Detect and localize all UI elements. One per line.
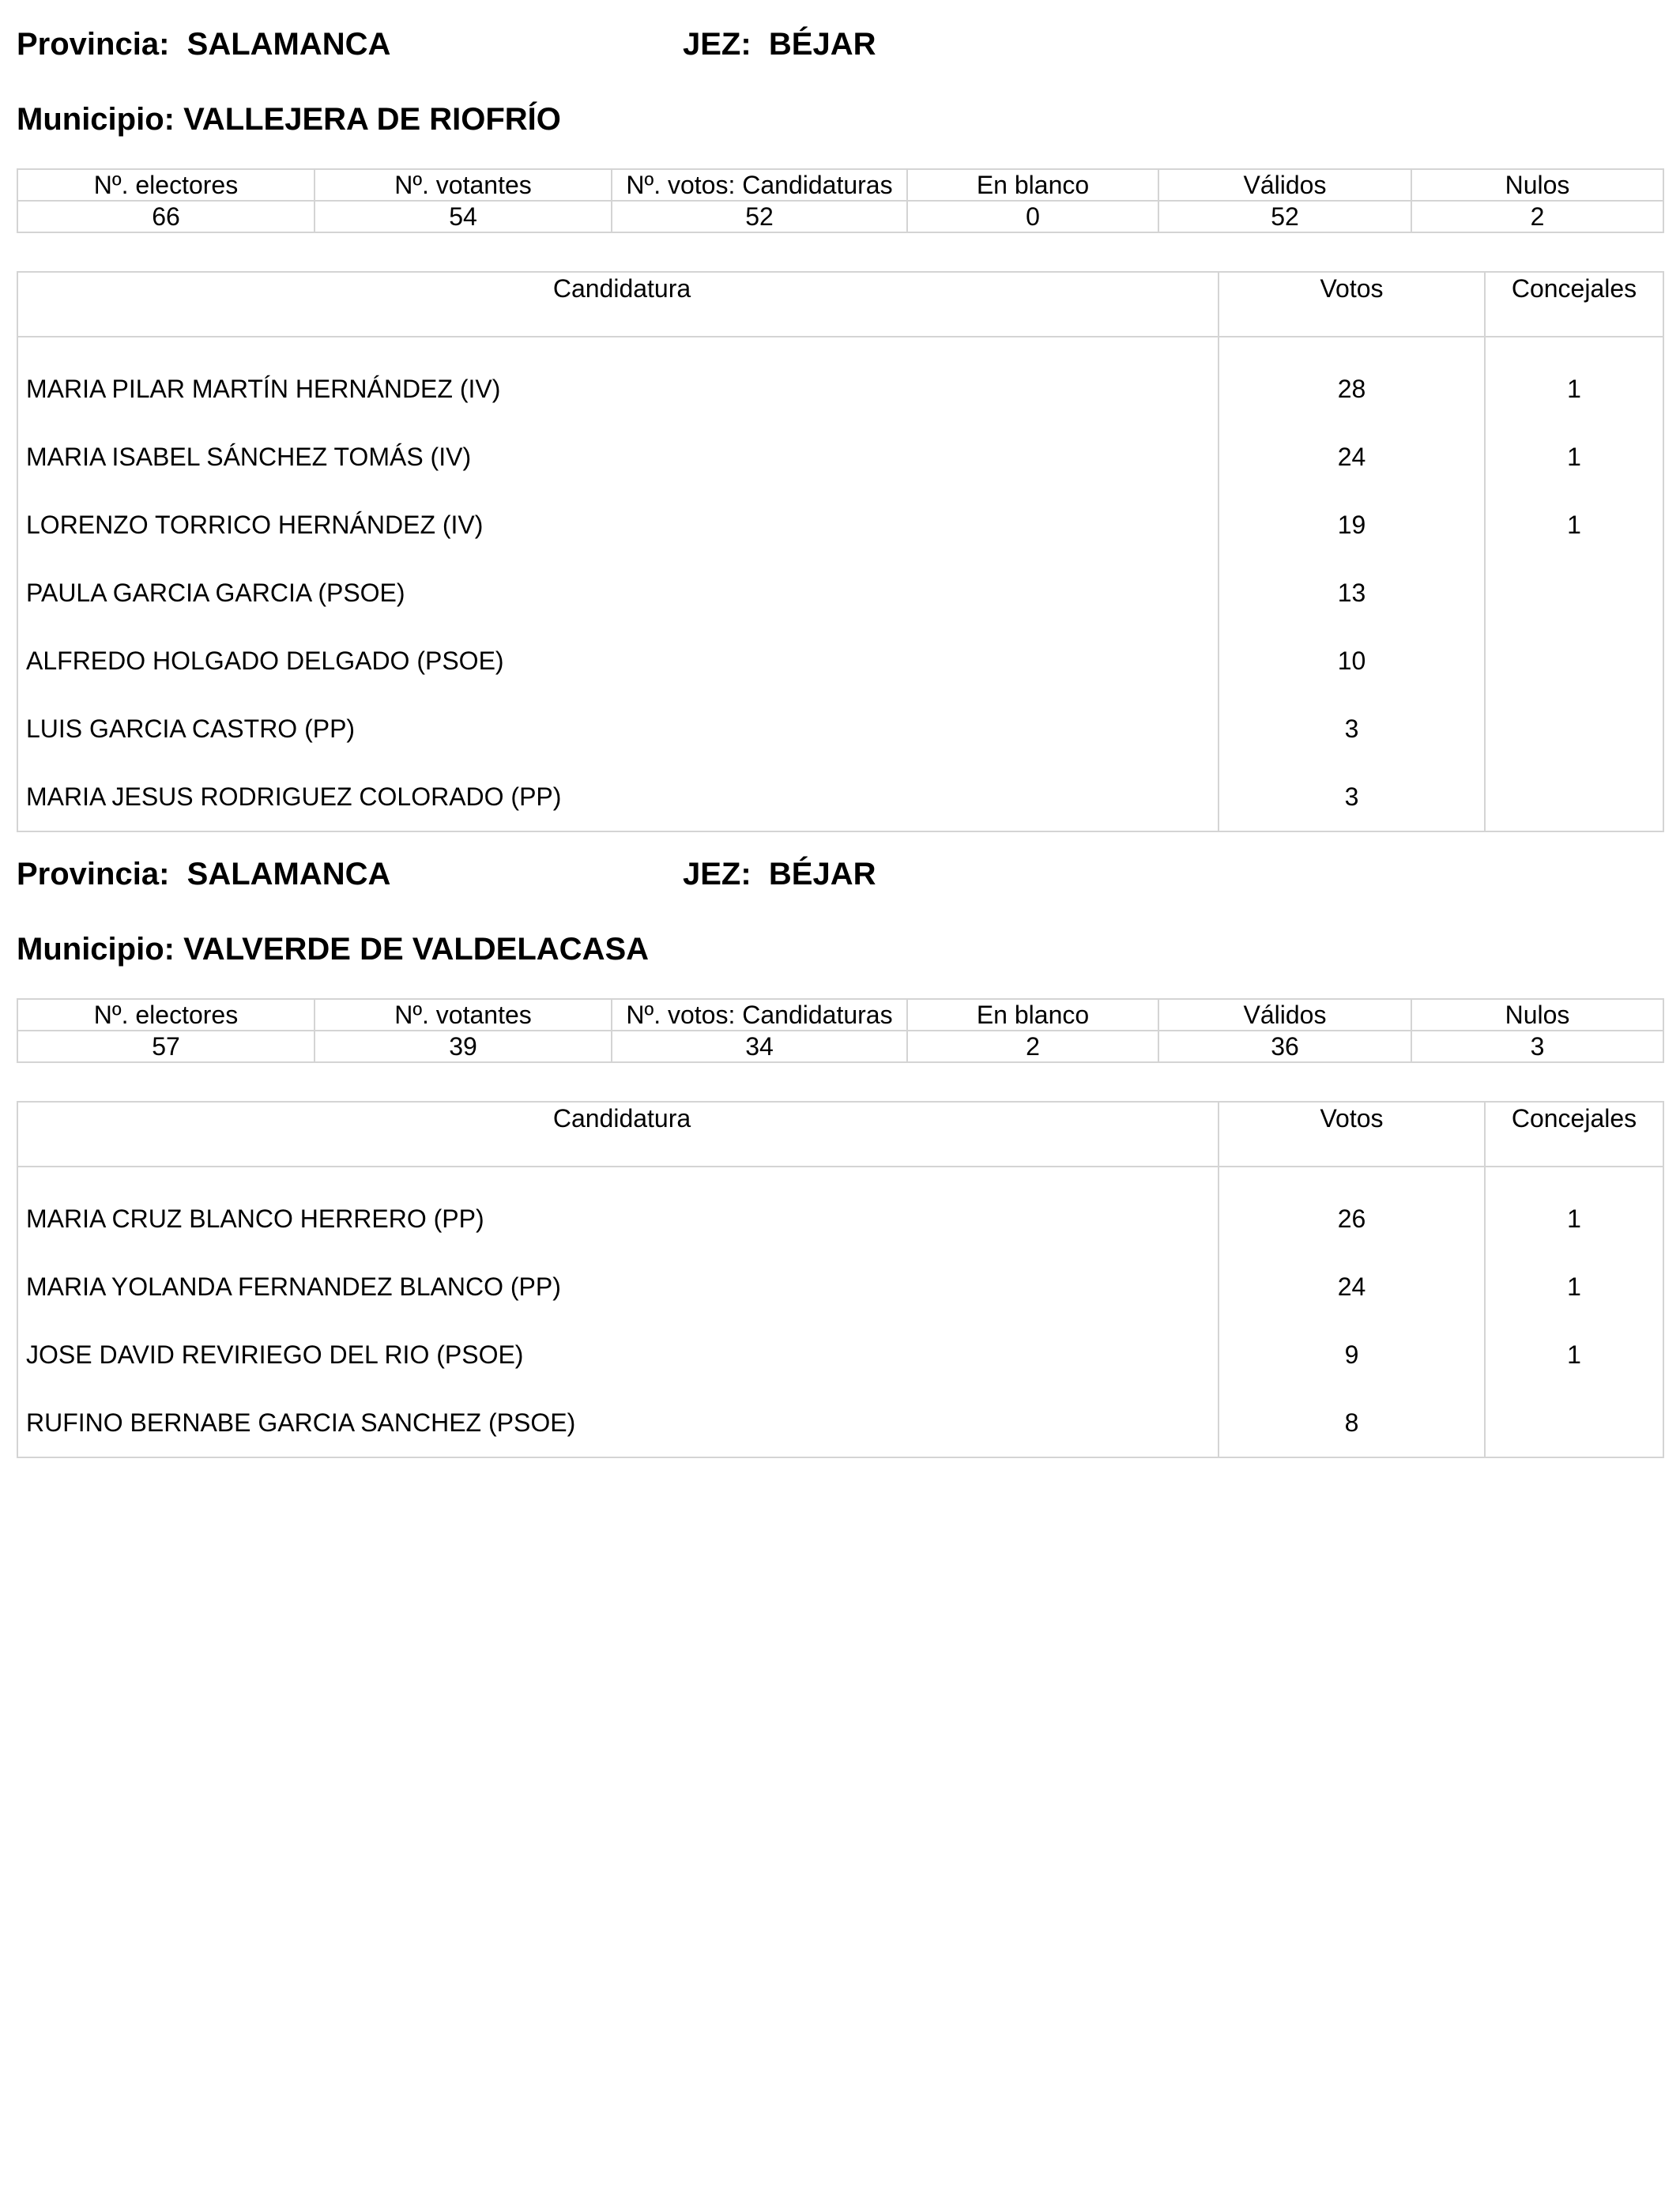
stats-value-cell: 54 bbox=[315, 201, 612, 232]
jez-label: JEZ: bbox=[683, 27, 751, 62]
candidate-name: PAULA GARCIA GARCIA (PSOE) bbox=[17, 559, 1219, 627]
candidates-table bbox=[17, 1101, 1664, 1458]
municipio-value: VALVERDE DE VALDELACASA bbox=[183, 932, 650, 967]
candidate-votes: 13 bbox=[1219, 559, 1485, 627]
candidate-row bbox=[17, 763, 1663, 831]
candidate-concejales: 1 bbox=[1485, 1185, 1663, 1253]
candidate-votes: 19 bbox=[1219, 491, 1485, 559]
stats-header-cell: Nulos bbox=[1411, 169, 1663, 201]
candidates-table bbox=[17, 271, 1664, 832]
stats-value-cell: 0 bbox=[907, 201, 1158, 232]
provincia-label: Provincia: bbox=[17, 27, 170, 62]
stats-value-cell: 2 bbox=[1411, 201, 1663, 232]
candidate-concejales bbox=[1485, 559, 1663, 627]
stats-header-cell: Nº. electores bbox=[17, 169, 315, 201]
candidate-name: MARIA PILAR MARTÍN HERNÁNDEZ (IV) bbox=[17, 355, 1219, 423]
candidate-row bbox=[17, 1253, 1663, 1321]
stats-header-cell: Nº. votos: Candidaturas bbox=[612, 999, 907, 1031]
stats-value-cell: 36 bbox=[1158, 1031, 1411, 1062]
stats-header-cell: Válidos bbox=[1158, 999, 1411, 1031]
candidate-name: LORENZO TORRICO HERNÁNDEZ (IV) bbox=[17, 491, 1219, 559]
candidate-concejales bbox=[1485, 695, 1663, 763]
stats-header-cell: Nº. votos: Candidaturas bbox=[612, 169, 907, 201]
jez-heading bbox=[683, 855, 876, 893]
votos-header: Votos bbox=[1219, 272, 1485, 337]
candidate-row bbox=[17, 355, 1663, 423]
stats-value-cell: 34 bbox=[612, 1031, 907, 1062]
jez-label: JEZ: bbox=[683, 857, 751, 892]
stats-header-row bbox=[17, 999, 1663, 1031]
candidate-name: ALFREDO HOLGADO DELGADO (PSOE) bbox=[17, 627, 1219, 695]
stats-table bbox=[17, 168, 1664, 233]
candidate-row bbox=[17, 491, 1663, 559]
stats-value-cell: 52 bbox=[1158, 201, 1411, 232]
stats-value-row bbox=[17, 201, 1663, 232]
candidate-row bbox=[17, 695, 1663, 763]
municipio-label: Municipio: bbox=[17, 932, 175, 967]
candidatura-header: Candidatura bbox=[17, 1102, 1219, 1167]
candidate-name: MARIA YOLANDA FERNANDEZ BLANCO (PP) bbox=[17, 1253, 1219, 1321]
votos-header: Votos bbox=[1219, 1102, 1485, 1167]
candidate-concejales bbox=[1485, 763, 1663, 831]
jez-heading bbox=[683, 25, 876, 63]
stats-header-cell: Nulos bbox=[1411, 999, 1663, 1031]
candidate-name: MARIA JESUS RODRIGUEZ COLORADO (PP) bbox=[17, 763, 1219, 831]
candidate-concejales: 1 bbox=[1485, 355, 1663, 423]
municipio-heading bbox=[17, 100, 561, 138]
stats-header-cell: En blanco bbox=[907, 999, 1158, 1031]
candidate-row bbox=[17, 627, 1663, 695]
stats-header-cell: Nº. votantes bbox=[315, 169, 612, 201]
candidate-votes: 28 bbox=[1219, 355, 1485, 423]
jez-value: BÉJAR bbox=[768, 857, 876, 892]
candidate-row bbox=[17, 1185, 1663, 1253]
stats-header-row bbox=[17, 169, 1663, 201]
candidate-row bbox=[17, 1389, 1663, 1457]
candidate-name: RUFINO BERNABE GARCIA SANCHEZ (PSOE) bbox=[17, 1389, 1219, 1457]
stats-header-cell: Válidos bbox=[1158, 169, 1411, 201]
provincia-value: SALAMANCA bbox=[186, 857, 391, 892]
municipio-heading bbox=[17, 930, 649, 968]
candidate-row bbox=[17, 1321, 1663, 1389]
provincia-heading bbox=[17, 25, 390, 63]
candidate-votes: 10 bbox=[1219, 627, 1485, 695]
candidate-votes: 24 bbox=[1219, 423, 1485, 491]
candidates-header-row bbox=[17, 272, 1663, 337]
stats-value-cell: 3 bbox=[1411, 1031, 1663, 1062]
provincia-label: Provincia: bbox=[17, 857, 170, 892]
stats-value-cell: 39 bbox=[315, 1031, 612, 1062]
stats-value-row bbox=[17, 1031, 1663, 1062]
candidate-votes: 9 bbox=[1219, 1321, 1485, 1389]
candidate-votes: 3 bbox=[1219, 695, 1485, 763]
table-spacer bbox=[17, 337, 1663, 355]
candidatura-header: Candidatura bbox=[17, 272, 1219, 337]
stats-value-cell: 52 bbox=[612, 201, 907, 232]
candidate-concejales: 1 bbox=[1485, 1253, 1663, 1321]
stats-header-cell: En blanco bbox=[907, 169, 1158, 201]
candidate-votes: 8 bbox=[1219, 1389, 1485, 1457]
candidate-concejales: 1 bbox=[1485, 1321, 1663, 1389]
candidate-concejales bbox=[1485, 1389, 1663, 1457]
candidates-header-row bbox=[17, 1102, 1663, 1167]
candidate-votes: 3 bbox=[1219, 763, 1485, 831]
stats-value-cell: 57 bbox=[17, 1031, 315, 1062]
table-spacer bbox=[17, 1167, 1663, 1185]
municipio-label: Municipio: bbox=[17, 102, 175, 137]
stats-table bbox=[17, 998, 1664, 1063]
stats-header-cell: Nº. electores bbox=[17, 999, 315, 1031]
provincia-heading bbox=[17, 855, 390, 893]
candidate-name: MARIA CRUZ BLANCO HERRERO (PP) bbox=[17, 1185, 1219, 1253]
stats-value-cell: 66 bbox=[17, 201, 315, 232]
candidate-row bbox=[17, 559, 1663, 627]
candidate-name: MARIA ISABEL SÁNCHEZ TOMÁS (IV) bbox=[17, 423, 1219, 491]
concejales-header: Concejales bbox=[1485, 1102, 1663, 1167]
stats-header-cell: Nº. votantes bbox=[315, 999, 612, 1031]
candidate-concejales: 1 bbox=[1485, 491, 1663, 559]
provincia-value: SALAMANCA bbox=[186, 27, 391, 62]
candidate-row bbox=[17, 423, 1663, 491]
candidate-votes: 26 bbox=[1219, 1185, 1485, 1253]
candidate-name: LUIS GARCIA CASTRO (PP) bbox=[17, 695, 1219, 763]
candidate-votes: 24 bbox=[1219, 1253, 1485, 1321]
concejales-header: Concejales bbox=[1485, 272, 1663, 337]
municipio-value: VALLEJERA DE RIOFRÍO bbox=[183, 102, 561, 137]
candidate-name: JOSE DAVID REVIRIEGO DEL RIO (PSOE) bbox=[17, 1321, 1219, 1389]
jez-value: BÉJAR bbox=[768, 27, 876, 62]
candidate-concejales: 1 bbox=[1485, 423, 1663, 491]
stats-value-cell: 2 bbox=[907, 1031, 1158, 1062]
candidate-concejales bbox=[1485, 627, 1663, 695]
